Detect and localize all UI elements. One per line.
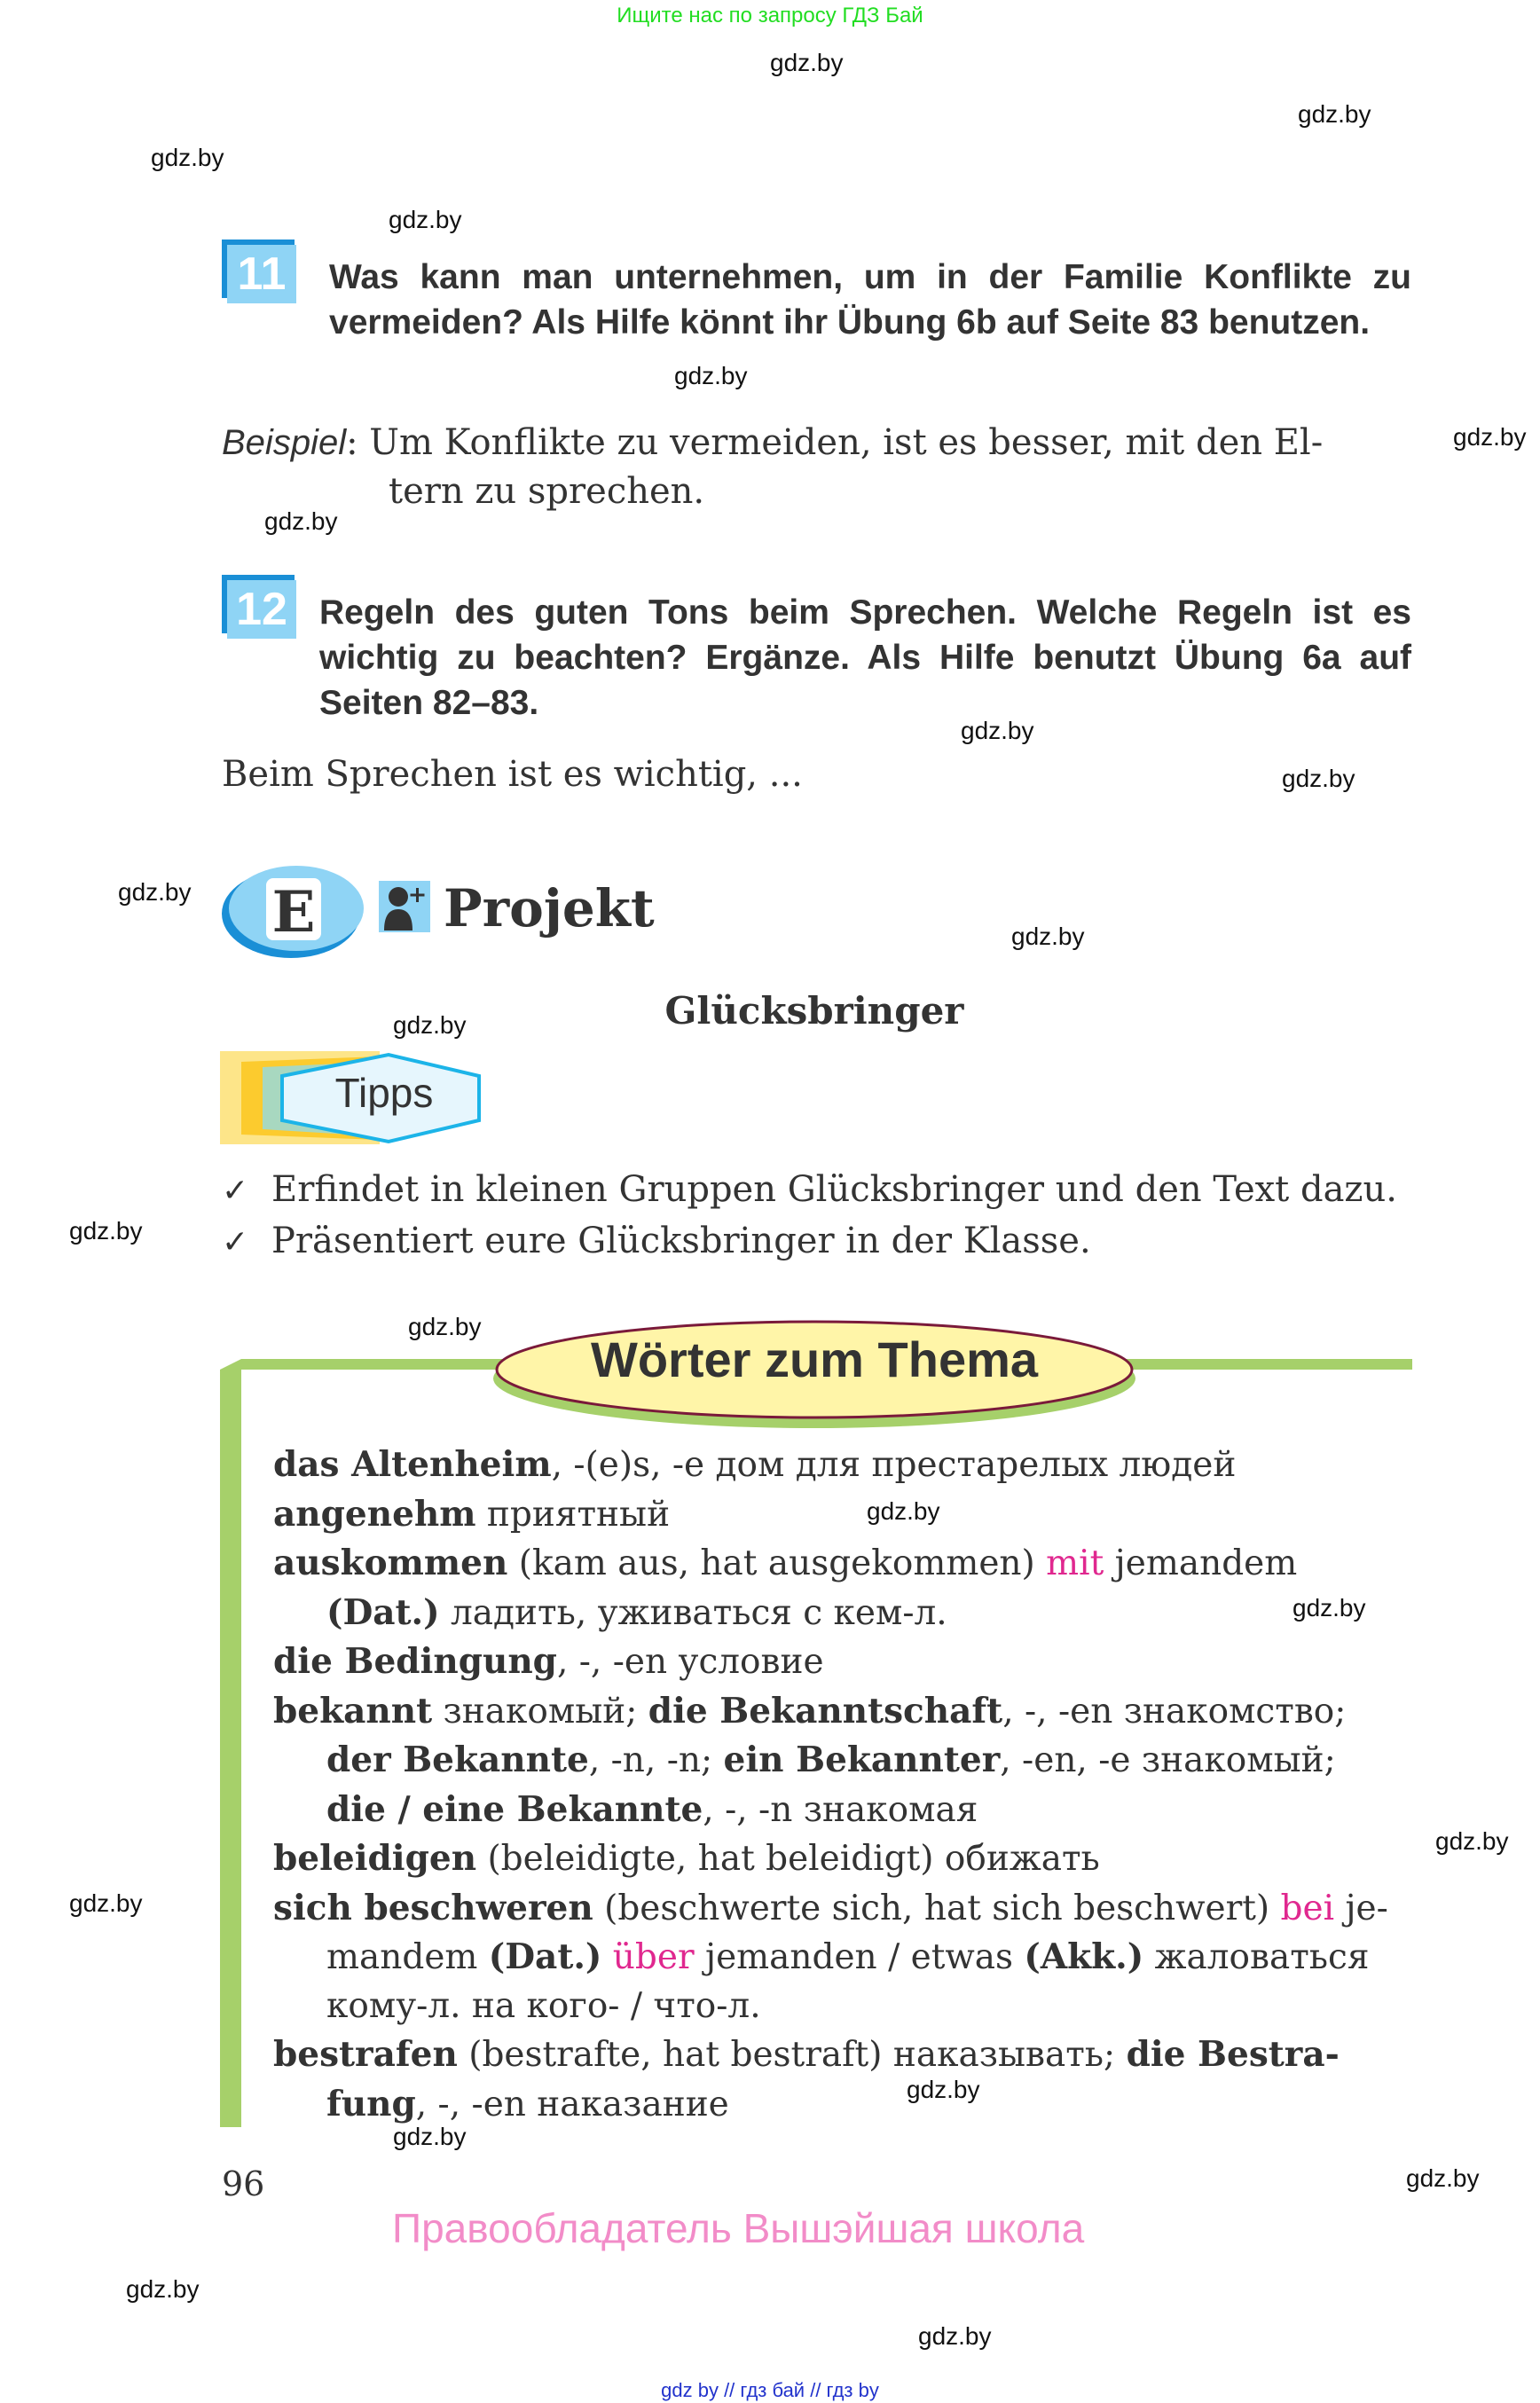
- checkmark-icon: ✓: [222, 1224, 249, 1260]
- vocab-text: mandem: [326, 1937, 489, 1977]
- colon: :: [346, 422, 370, 463]
- watermark: gdz.by: [118, 878, 192, 906]
- example-line-1: Um Konflikte zu vermeiden, ist es besser, mit den El-: [369, 422, 1324, 463]
- vocab-text: , -n, -n;: [588, 1740, 724, 1780]
- vocab-term: (Akk.): [1024, 1936, 1144, 1977]
- vocab-line: [273, 1983, 1409, 2031]
- watermark: gdz.by: [69, 1889, 143, 1917]
- top-banner: Ищите нас по запросу ГДЗ Бай: [617, 4, 923, 27]
- watermark: gdz.by: [918, 2322, 992, 2350]
- vocab-text: , -, -en условие: [556, 1642, 824, 1682]
- tips-item: ✓ Präsentiert eure Glücksbringer in der Klasse.: [222, 1216, 1410, 1268]
- vocab-frame-left: [220, 1359, 241, 2127]
- watermark: gdz.by: [393, 2123, 467, 2150]
- vocab-term: sich beschweren: [273, 1887, 593, 1928]
- vocab-frame-corner: [220, 1359, 241, 1370]
- vocab-term: (Dat.): [488, 1936, 602, 1977]
- exercise-number: 12: [227, 580, 296, 639]
- vocab-text: (beschwerte sich, hat sich beschwert): [593, 1888, 1281, 1928]
- vocab-line: [273, 1637, 1409, 1687]
- vocab-line: [273, 1834, 1409, 1884]
- vocab-text: жаловаться: [1143, 1937, 1370, 1977]
- vocab-line: [273, 1539, 1409, 1589]
- vocab-text: jemanden / etwas: [694, 1937, 1025, 1977]
- vocab-text: (beleidigte, hat beleidigt) обижать: [476, 1839, 1100, 1879]
- svg-text:E: E: [271, 879, 316, 946]
- e-section-icon: [220, 862, 365, 960]
- vocab-term: angenehm: [273, 1493, 476, 1535]
- vocab-term: die Bestra-: [1126, 2034, 1340, 2075]
- vocab-list: [273, 1441, 1409, 2129]
- vocab-text: jemandem: [1104, 1543, 1298, 1583]
- vocab-term: die / eine Bekannte: [326, 1788, 703, 1830]
- vocab-line: [273, 1490, 1409, 1540]
- footer-links[interactable]: gdz by // гдз бай // гдз by: [661, 2379, 879, 2401]
- watermark: gdz.by: [1298, 100, 1371, 128]
- vocab-term: die Bedingung: [273, 1641, 557, 1682]
- vocab-line: [273, 1933, 1409, 1983]
- vocab-line: [273, 1884, 1409, 1934]
- vocab-term: (Dat.): [326, 1591, 440, 1633]
- vocab-term: das Altenheim: [273, 1444, 552, 1485]
- watermark: gdz.by: [393, 1011, 467, 1039]
- watermark: gdz.by: [674, 362, 748, 389]
- watermark: gdz.by: [770, 49, 844, 76]
- vocab-text: je-: [1334, 1888, 1388, 1928]
- vocab-text: , -, -en знакомство;: [1002, 1691, 1347, 1732]
- vocab-text: , -en, -e знакомый;: [1000, 1740, 1336, 1780]
- tips-list: [222, 1165, 1410, 1268]
- vocab-line: [273, 1589, 1409, 1638]
- exercise-11-example: [222, 419, 1410, 516]
- vocab-line: [273, 2030, 1409, 2080]
- tips-label: Tipps: [334, 1070, 434, 1116]
- copyright-notice: Правообладатель Вышэйшая школа: [392, 2205, 1085, 2251]
- vocab-text: приятный: [475, 1494, 671, 1535]
- preposition: mit: [1046, 1543, 1104, 1583]
- vocab-line: [273, 1687, 1409, 1737]
- vocab-text: , -, -en наказание: [415, 2084, 729, 2124]
- checkmark-icon: ✓: [222, 1173, 249, 1209]
- watermark: gdz.by: [907, 2076, 980, 2103]
- exercise-12-sentence-start: Beim Sprechen ist es wichtig, ...: [222, 754, 803, 795]
- vocab-term: ein Bekannter: [723, 1739, 1001, 1780]
- watermark: gdz.by: [1406, 2164, 1480, 2192]
- vocab-text: знакомый;: [432, 1691, 648, 1732]
- preposition: bei: [1280, 1888, 1335, 1928]
- vocab-title: Wörter zum Thema: [590, 1331, 1039, 1387]
- watermark: gdz.by: [1292, 1594, 1366, 1622]
- preposition: über: [612, 1937, 695, 1977]
- project-heading: Projekt: [444, 878, 655, 938]
- page-number: 96: [222, 2164, 265, 2203]
- vocab-line: [273, 1786, 1409, 1835]
- add-person-icon: [379, 881, 430, 932]
- exercise-11-badge: [222, 240, 296, 303]
- watermark: gdz.by: [1011, 923, 1085, 950]
- exercise-number: 11: [227, 245, 296, 303]
- exercise-12-task: Regeln des guten Tons beim Sprechen. Welche Regeln ist es wichtig zu beachten? Ergänze. Als Hilfe benutzt Übung 6a auf Seiten 82–83.: [319, 593, 1411, 722]
- vocab-term: beleidigen: [273, 1838, 477, 1879]
- watermark: gdz.by: [961, 717, 1034, 744]
- exercise-11-task: Was kann man unternehmen, um in der Familie Konflikte zu vermeiden? Als Hilfe könnt ihr Übung 6b auf Seite 83 benutzen.: [329, 258, 1411, 342]
- vocab-term: fung: [326, 2083, 416, 2124]
- vocab-text: (kam aus, hat ausgekommen): [507, 1543, 1047, 1583]
- watermark: gdz.by: [1453, 423, 1527, 451]
- watermark: gdz.by: [264, 507, 338, 535]
- vocab-term: der Bekannte: [326, 1739, 589, 1780]
- vocab-line: [273, 1736, 1409, 1786]
- watermark: gdz.by: [126, 2275, 200, 2303]
- example-line-2: tern zu sprechen.: [389, 471, 705, 512]
- vocab-term: auskommen: [273, 1543, 508, 1583]
- watermark: gdz.by: [867, 1497, 940, 1525]
- tips-item: ✓ Erfindet in kleinen Gruppen Glücksbringer und den Text dazu.: [222, 1165, 1410, 1216]
- vocab-line: [273, 2080, 1409, 2130]
- vocab-text: ладить, уживаться с кем-л.: [439, 1592, 947, 1633]
- watermark: gdz.by: [69, 1217, 143, 1245]
- vocab-text: кому-л. на кого- / что-л.: [326, 1985, 761, 2026]
- vocab-term: bekannt: [273, 1690, 433, 1732]
- project-subtitle: Glücksbringer: [664, 989, 964, 1033]
- example-label: Beispiel: [222, 423, 347, 462]
- vocab-term: die Bekanntschaft: [648, 1690, 1003, 1732]
- vocab-text: (bestrafte, hat bestraft) наказывать;: [457, 2035, 1127, 2075]
- vocab-text: , -, -n знакомая: [703, 1789, 978, 1830]
- watermark: gdz.by: [151, 144, 224, 171]
- watermark: gdz.by: [1282, 765, 1355, 792]
- watermark: gdz.by: [408, 1313, 482, 1340]
- vocab-line: [273, 1441, 1409, 1490]
- vocab-term: bestrafen: [273, 2034, 458, 2075]
- watermark: gdz.by: [1435, 1827, 1509, 1855]
- exercise-12-badge: [222, 575, 296, 639]
- vocab-text: , -(e)s, -e дом для престарелых людей: [551, 1445, 1237, 1485]
- vocab-text: [601, 1937, 612, 1977]
- watermark: gdz.by: [389, 206, 462, 233]
